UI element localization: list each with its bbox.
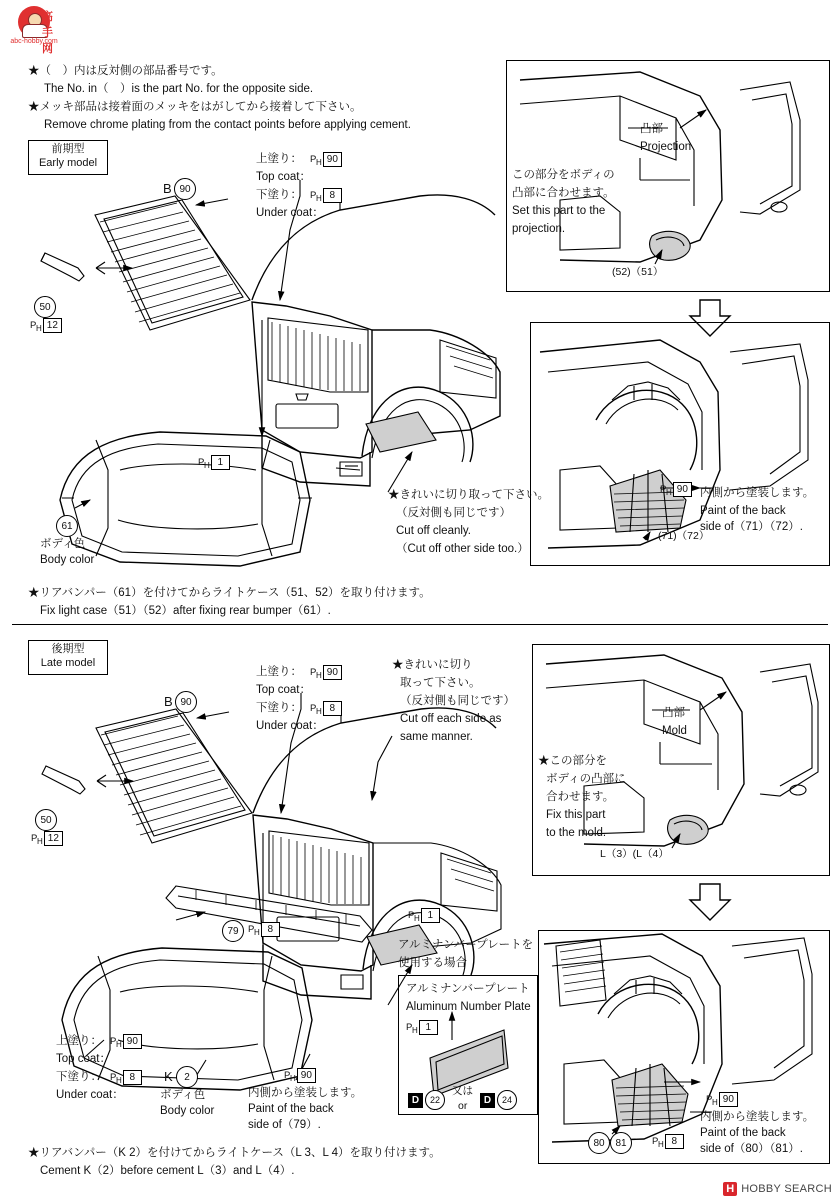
late-topcoat-code: 90 [323, 665, 342, 680]
early-bodycolor-jp: ボディ色 [40, 538, 86, 550]
late-part-79: 79 [222, 920, 244, 942]
note-star2-jp: ★メッキ部品は接着面のメッキをはがしてから接着して下さい。 [28, 101, 362, 113]
late-ph12: P H 12 [31, 831, 63, 846]
early-inset2-ph: P H 90 [660, 482, 692, 497]
late-footer-jp: ★リアバンパー（K 2）を付けてからライトケース（L 3、L 4）を取り付けます。 [28, 1147, 441, 1159]
late-inset1-fix-jp2: ボディの凸部に [546, 773, 626, 785]
late-footer-en: Cement K（2）before cement L（3）and L（4）. [40, 1165, 295, 1177]
early-inset1-set-en2: projection. [512, 223, 566, 235]
early-cut-note-en2: （Cut off other side too.） [396, 543, 529, 555]
late-undercoat2-code: 8 [123, 1070, 142, 1085]
late-topcoat-jp: 上塗り： [256, 666, 302, 678]
early-cut-note-jp2: （反対側も同じです） [396, 507, 511, 519]
late-part-b-label: B [164, 694, 173, 709]
late-inset2-part-80: 80 [588, 1132, 610, 1154]
late-inset2-paint-jp: 内側から塗装します。 [700, 1111, 815, 1123]
early-cut-note-en1: Cut off cleanly. [396, 525, 472, 537]
plate-ph1-code: 1 [419, 1020, 438, 1035]
early-part-b-label: B [163, 181, 172, 196]
late-model-label [28, 640, 108, 675]
plate-or-en: or [458, 1100, 468, 1112]
early-inset2-parts: (71)（72） [658, 530, 710, 542]
late-inset2-part-81: 81 [610, 1132, 632, 1154]
early-cut-note-jp1: ★きれいに切り取って下さい。 [388, 489, 549, 501]
early-inset2-ph-code: 90 [673, 482, 692, 497]
plate-option-2 [480, 1090, 515, 1110]
hobbysearch-mark: H [723, 1182, 737, 1196]
early-inset1-parts: (52)（51） [612, 266, 664, 278]
late-paintback-jp: 内側から塗装します。 [248, 1087, 363, 1099]
late-cut-jp1: ★きれいに切り [392, 659, 473, 671]
early-ph12: P H 12 [30, 318, 62, 333]
early-part-50: 50 [34, 296, 56, 318]
late-part-k-label: K [164, 1069, 173, 1084]
late-inset2-frame [538, 930, 830, 1164]
hobbysearch-text: HOBBY SEARCH [741, 1183, 832, 1195]
late-inset2-ph90-code: 90 [719, 1092, 738, 1107]
early-inset2-paint-en1: Paint of the back [700, 505, 786, 517]
late-topcoat2-code: 90 [123, 1034, 142, 1049]
plate-title-jp: アルミナンバープレート [406, 983, 530, 995]
late-undercoat2-jp: 下塗り： [56, 1071, 102, 1083]
late-model-label-jp: 後期型 [51, 643, 85, 655]
late-cut-en2: same manner. [400, 731, 473, 743]
late-undercoat2-en: Under coat： [56, 1089, 124, 1101]
early-part-b-number: 90 [174, 178, 196, 200]
early-undercoat-en: Under coat： [256, 207, 324, 219]
early-inset1-projection-jp: 凸部 [640, 123, 663, 135]
early-inset2-paint-en2: side of（71）（72）. [700, 521, 803, 533]
watermark-logo-top [6, 4, 62, 54]
note-star1-jp: ★（ ）内は反対側の部品番号です。 [28, 65, 223, 77]
late-ph1: P H 1 [408, 908, 440, 923]
late-topcoat2-en: Top coat： [56, 1053, 111, 1065]
early-footer-jp: ★リアバンパー（61）を付けてからライトケース（51、52）を取り付けます。 [28, 587, 431, 599]
late-cut-jp2: 取って下さい。 [400, 677, 481, 689]
plate-or-jp: 又は [452, 1085, 473, 1097]
watermark-top-text: abc-hobby.com [10, 38, 58, 45]
late-bodycolor-jp: ボディ色 [160, 1089, 206, 1101]
plate-usecase-jp1: アルミナンバープレートを [398, 939, 534, 951]
early-topcoat-code: 90 [323, 152, 342, 167]
late-part-50: 50 [35, 809, 57, 831]
early-inset1-set-jp1: この部分をボディの [512, 169, 615, 181]
plate-option-1-letter: D [408, 1093, 423, 1108]
early-inset1-set-jp2: 凸部に合わせます。 [512, 187, 615, 199]
early-ph1: P H 1 [198, 455, 230, 470]
early-bodycolor-en: Body color [40, 554, 95, 566]
early-footer-en: Fix light case（51）（52）after fixing rear bumper（61）. [40, 605, 331, 617]
late-part-b-number: 90 [175, 691, 197, 713]
plate-option-2-number: 24 [497, 1090, 517, 1110]
late-inset1-fix-jp3: 合わせます。 [546, 791, 615, 803]
early-topcoat-jp: 上塗り： [256, 153, 302, 165]
late-inset1-mold-en: Mold [662, 725, 687, 737]
late-paintback-ph-code: 90 [297, 1068, 316, 1083]
early-part-61: 61 [56, 515, 78, 537]
early-undercoat-jp: 下塗り： [256, 189, 302, 201]
late-paintback-en2: side of（79）. [248, 1119, 321, 1131]
early-undercoat-code: 8 [323, 188, 342, 203]
early-topcoat-ph: P H 90 [310, 152, 342, 167]
watermark-hobbysearch [723, 1182, 832, 1196]
early-inset1-projection-en: Projection [640, 141, 692, 153]
note-star1-en: The No. in（ ）is the part No. for the opposite side. [44, 83, 314, 95]
late-inset2-paint-en1: Paint of the back [700, 1127, 786, 1139]
late-undercoat-en: Under coat： [256, 720, 324, 732]
late-inset1-mold-jp: 凸部 [662, 707, 685, 719]
late-part-k-number: 2 [176, 1066, 198, 1088]
late-ph8-lip-code: 8 [261, 922, 280, 937]
late-topcoat2-jp: 上塗り： [56, 1035, 102, 1047]
late-ph1-code: 1 [421, 908, 440, 923]
plate-ph1: P H 1 [406, 1020, 438, 1035]
watermark-cn-text: 高手网 [42, 11, 53, 55]
late-model-label-en: Late model [40, 656, 96, 669]
late-cut-en1: Cut off each side as [400, 713, 502, 725]
late-cut-jp3: （反対側も同じです） [400, 695, 515, 707]
plate-option-2-letter: D [480, 1093, 495, 1108]
late-undercoat-ph: P H 8 [310, 701, 342, 716]
late-inset2-paint-en2: side of（80）（81）. [700, 1143, 803, 1155]
early-inset2-paint-jp: 内側から塗装します。 [700, 487, 815, 499]
late-inset1-fix-en1: Fix this part [546, 809, 606, 821]
section-divider [12, 624, 828, 625]
late-inset1-fix-en2: to the mold. [546, 827, 607, 839]
late-topcoat-en: Top coat： [256, 684, 311, 696]
late-undercoat-code: 8 [323, 701, 342, 716]
plate-title-en: Aluminum Number Plate [406, 1001, 531, 1013]
plate-option-1 [408, 1090, 443, 1110]
late-ph12-code: 12 [44, 831, 63, 846]
early-model-label [28, 140, 108, 175]
early-ph12-code: 12 [43, 318, 62, 333]
late-inset2-ph90: P H 90 [706, 1092, 738, 1107]
late-paintback-ph: P H 90 [284, 1068, 316, 1083]
late-undercoat2-ph: P H 8 [110, 1070, 142, 1085]
late-ph8-lip: P H 8 [248, 922, 280, 937]
late-inset1-parts: L（3）(L（4） [600, 848, 669, 860]
early-topcoat-en: Top coat： [256, 171, 311, 183]
late-paintback-en1: Paint of the back [248, 1103, 334, 1115]
late-bodycolor-en: Body color [160, 1105, 215, 1117]
plate-usecase-jp2: 使用する場合 [398, 957, 467, 969]
early-undercoat-ph: P H 8 [310, 188, 342, 203]
plate-option-1-number: 22 [425, 1090, 445, 1110]
late-topcoat2-ph: P H 90 [110, 1034, 142, 1049]
late-inset2-ph8-code: 8 [665, 1134, 684, 1149]
late-undercoat-jp: 下塗り： [256, 702, 302, 714]
early-model-label-en: Early model [38, 156, 98, 169]
early-ph1-code: 1 [211, 455, 230, 470]
early-inset1-set-en1: Set this part to the [512, 205, 606, 217]
early-model-label-jp: 前期型 [51, 143, 85, 155]
late-inset2-ph8: P H 8 [652, 1134, 684, 1149]
note-star2-en: Remove chrome plating from the contact points before applying cement. [44, 119, 411, 131]
late-topcoat-ph: P H 90 [310, 665, 342, 680]
late-inset1-fix-jp1: ★この部分を [538, 755, 607, 767]
